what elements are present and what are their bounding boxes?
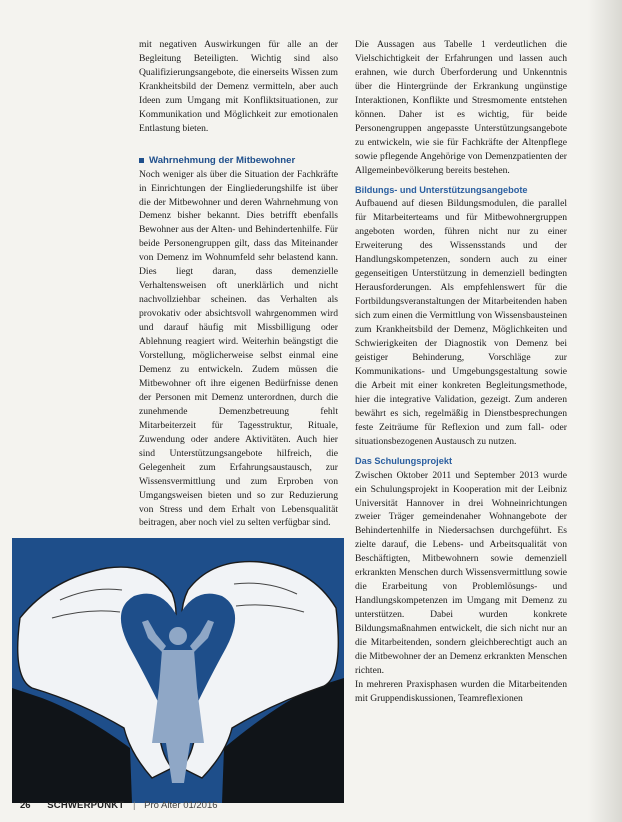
issue-label: Pro Alter 01/2016: [144, 800, 218, 811]
right-column: [355, 38, 567, 706]
page-edge-shadow: [588, 0, 622, 822]
right-intro-paragraph: Die Aussagen aus Tabelle 1 verdeutlichen die Vielschichtigkeit der Erfahrungen und lassen auch erahnen, wie durch Überforderung und Unkenntnis über die Hintergründe der Erkrankung ungünstige Interaktionen, Konflikte und Stresmomente entstehen können. Daher ist es wichtig, für beide Personengruppen angepasste Unterstützungsangebote zu entwickeln, wie sie für Fachkräfte der Altenpflege sowie pflegende Angehörige von Demenzpatienten der Allgemeinbevölkerung bereits bestehen.: [355, 39, 567, 176]
page-footer: [20, 800, 218, 816]
left-column: [139, 38, 338, 530]
right-paragraph-1: Aufbauend auf diesen Bildungsmodulen, die parallel für Mitarbeiterteams und für Mitbewohnergruppen angeboten worden, führen nicht nur zu einer Erweiterung des Wissensstands und der Handlungskompetenzen, sondern auch zu einer gegenseitigen Unterstützung in demenziell bedingten Herausforderungen. Als empfehlenswert für die Fortbildungsveranstaltungen der Mitarbeitenden haben sich zum einen die Vermittlung von Wissensbausteinen zum Krankheitsbild der Demenz, Möglichkeiten und Schwierigkeiten der Diagnostik von Demenz bei geistiger Behinderung, Vorschläge zur Kommunikations- und Umgebungsgestaltung sowie die Arbeit mit einer konkreten Begleitungsmethode, hier die integrative Validation, gezeigt. Zum anderen bewährt es sich, regelmäßig in Dienstbesprechungen feste Zeiträume für Reflexion und zum fall- oder situationsbezogenen Austausch zu nutzen.: [355, 198, 567, 447]
right-paragraph-2: Zwischen Oktober 2011 und September 2013 wurde ein Schulungsprojekt in Kooperation mit der Leibniz Universität Hannover in drei Wohneinrichtungen zweier Träger gemeindenaher Wohnangebote der Behindertenhilfe in Niedersachsen durchgeführt. Es zielte darauf, die Lebens- und Arbeitsqualität von Beschäftigten, Mitbewohnern sowie demenziell erkrankten Menschen durch Wissensvermittlung sowie die Erarbeitung von Problemlösungs- und Handlungskompetenzen im Umgang mit Demenz zu unterstützen. Dabei wurden konkrete Bildungsmaßnahmen entwickelt, die sich nicht nur an die Mitarbeitenden, sondern gleichberechtigt auch an die Mitbewohner der an Demenz erkrankten Menschen richten.: [355, 469, 567, 676]
square-bullet-icon: [139, 158, 144, 163]
heart-hands-icon: [12, 538, 344, 803]
illustration-heart-hands: [12, 538, 344, 803]
section-heading-schulungsprojekt: Das Schulungsprojekt: [355, 455, 452, 466]
section-heading-text: Wahrnehmung der Mitbewohner: [149, 154, 296, 166]
left-intro-paragraph: mit negativen Auswirkungen für alle an der Begleitung Beteiligten. Wichtig sind also Qualifizierungsangebote, die einerseits Wissen zum Krankheitsbild der Demenz vermitteln, aber auch Ideen zum Umgang mit Konfliktsituationen, zur Kommunikation und Möglichkeit zur emotionalen Entlastung bieten.: [139, 39, 338, 134]
left-main-paragraph: Noch weniger als über die Situation der Fachkräfte in Einrichtungen der Eingliederungshilfe ist über die der Mitbewohner und deren Wahrnehmung von Demenz bisher bekannt. Dies betrifft ebenfalls Bewohner aus der Alten- und Behindertenhilfe. Für beide Personengruppen gilt, dass das Miteinander von Demenz im Wohnumfeld sehr belastend kann. Dies liegt daran, dass demenzielle Verhaltensweisen oft unerklärlich und nicht nachvollziehbar scheinen. das Verhalten als provokativ oder absichtsvoll wahrgenommen wird und darauf häufig mit Missbilligung oder Ablehnung reagiert wird. Weiterhin beängstigt die Vorstellung, möglicherweise selbst einmal eine Demenz zu entwickeln. Zudem müssen die Mitbewohner oft ihre eigenen Bedürfnisse denen der Personen mit Demenz unterordnen, durch die zunehmende Demenzbetreuung fehlt Mitarbeiterzeit für Tagesstruktur, Rituale, Zuwendung oder andere Aktivitäten. Auch hier sind Unterstützungsangebote hilfreich, die Gelegenheit zum Erfahrungsaustausch, zur Wissensvermittlung und zum Erproben von Umgangsweisen bieten und so zur Reduzierung von Stress und dem Erhalt von Lebensqualität beitragen, aber noch viel zu selten verfügbar sind.: [139, 168, 338, 529]
right-paragraph-3: In mehreren Praxisphasen wurden die Mitarbeitenden mit Gruppendiskussionen, Teamreflexionen: [355, 678, 567, 704]
footer-separator: |: [133, 800, 136, 811]
page-number: 26: [20, 800, 31, 811]
section-heading-mitbewohner: [139, 154, 338, 168]
section-heading-bildungsangebote: Bildungs- und Unterstützungsangebote: [355, 184, 528, 195]
section-label: SCHWERPUNKT: [47, 800, 125, 811]
